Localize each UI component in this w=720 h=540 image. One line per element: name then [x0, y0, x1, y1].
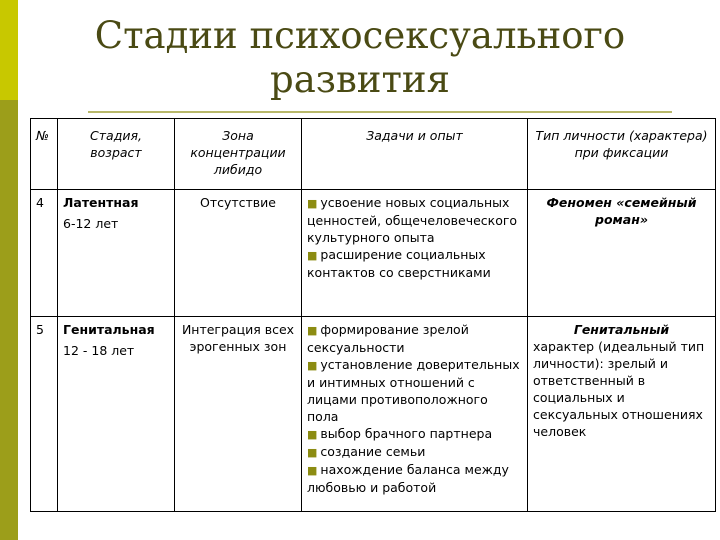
stage-age: 12 - 18 лет [63, 343, 135, 358]
header-tasks: Задачи и опыт [302, 119, 528, 190]
header-number: № [31, 119, 58, 190]
table-header-row [31, 119, 716, 190]
type-text: характер (идеальный тип личности): зрелый и ответственный в социальных и сексуальных отношениях человек [533, 339, 705, 439]
header-zone: Зона концентрации либидо [175, 119, 302, 190]
title-line-1: Стадии психосексуального [94, 14, 626, 57]
header-stage: Стадия, возраст [58, 119, 175, 190]
square-bullet-icon: ■ [307, 249, 318, 262]
stage-name: Генитальная [63, 322, 155, 337]
type-cell [528, 317, 716, 512]
task-item: ■ усвоение новых социальных ценностей, общечеловеческого культурного опыта [307, 195, 518, 245]
square-bullet-icon: ■ [307, 324, 318, 337]
task-item: ■ нахождение баланса между любовью и работой [307, 462, 509, 495]
square-bullet-icon: ■ [307, 197, 318, 210]
task-item: ■ расширение социальных контактов со сверстниками [307, 247, 491, 280]
stage-name: Латентная [63, 195, 139, 210]
row-number: 4 [31, 190, 58, 317]
type-title: Генитальный [573, 322, 670, 337]
title-line-2: развития [270, 58, 450, 101]
task-item: ■ установление доверительных и интимных отношений с лицами противоположного пола [307, 357, 520, 424]
stage-cell [58, 190, 175, 317]
square-bullet-icon: ■ [307, 464, 318, 477]
stage-age: 6-12 лет [63, 216, 119, 231]
stage-cell [58, 317, 175, 512]
header-type: Тип личности (характера) при фиксации [528, 119, 716, 190]
type-cell [528, 190, 716, 317]
slide-title [60, 14, 660, 102]
zone-cell: Интеграция всех эрогенных зон [175, 317, 302, 512]
row-number: 5 [31, 317, 58, 512]
tasks-cell [302, 317, 528, 512]
type-title: Феномен «семейный роман» [546, 195, 697, 227]
square-bullet-icon: ■ [307, 446, 318, 459]
task-item: ■ создание семьи [307, 444, 426, 459]
task-item: ■ выбор брачного партнера [307, 426, 493, 441]
table-row [31, 190, 716, 317]
title-divider [88, 111, 672, 113]
tasks-cell [302, 190, 528, 317]
zone-cell: Отсутствие [175, 190, 302, 317]
table-row [31, 317, 716, 512]
stages-table [30, 118, 716, 512]
task-item: ■ формирование зрелой сексуальности [307, 322, 469, 355]
square-bullet-icon: ■ [307, 359, 318, 372]
sidebar-accent-top [0, 0, 18, 100]
square-bullet-icon: ■ [307, 428, 318, 441]
